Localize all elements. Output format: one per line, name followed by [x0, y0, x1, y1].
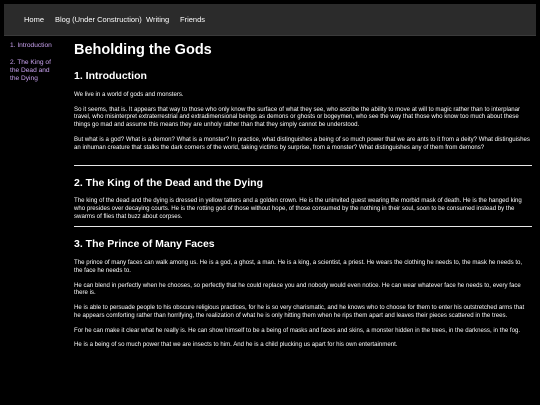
- nav-link-writing[interactable]: Writing: [146, 15, 170, 24]
- table-of-contents-sidebar: [10, 42, 60, 83]
- section-heading-prince-of-many-faces: 3. The Prince of Many Faces: [74, 238, 215, 251]
- paragraph: He is a being of so much power that we are insects to him. And he is a child plucking us apart for his own entertainment.: [74, 341, 398, 349]
- nav-link-friends[interactable]: Friends: [180, 15, 206, 24]
- section-heading-king-of-the-dead: 2. The King of the Dead and the Dying: [74, 177, 264, 190]
- section-heading-introduction: 1. Introduction: [74, 70, 147, 82]
- paragraph: But what is a god? What is a demon? What is a monster? In practice, what distinguishes a being of so much power that we are ants to it from a deity? What distinguishes an inhuman creature that stalks the dark corners of the world, taking victims by surprise, from a monster? What distinguishes any of them from demons?: [74, 135, 530, 151]
- paragraph: The king of the dead and the dying is dressed in yellow tatters and a golden crown. He is the uninvited guest wearing the morbid mask of death. He is the hanged king who presides over decaying courts. He is the rotting god of those without hope, of those consumed by the nothing in their soul, soon to be consumed instead by the swarms of flies that buzz about corpses.: [74, 197, 522, 220]
- paragraph: The prince of many faces can walk among us. He is a god, a ghost, a man. He is a king, a scientist, a priest. He wears the clothing he needs to, the mask he needs to, the face he needs to.: [74, 259, 523, 275]
- sidebar-item-introduction[interactable]: 1. Introduction: [10, 42, 52, 49]
- paragraph: We live in a world of gods and monsters.: [74, 91, 184, 98]
- top-navigation-bar: [4, 4, 536, 36]
- article-content: [74, 42, 532, 349]
- section-divider: [74, 226, 532, 227]
- page-title: Beholding the Gods: [74, 42, 212, 58]
- section-divider: [74, 165, 532, 166]
- nav-link-home[interactable]: Home: [24, 15, 45, 24]
- nav-link-blog[interactable]: Blog (Under Construction): [55, 15, 142, 24]
- paragraph: For he can make it clear what he really is. He can show himself to be a being of masks and faces and skins, a monster hidden in the trees, in the darkness, in the fog.: [74, 326, 521, 334]
- paragraph: He is able to persuade people to his obscure religious practices, for he is so very charismatic, and he knows who to choose for them to enter his outstretched arms that he appears comforting rather than horrifying, the realization of what he is only hitting them when he rips them apart and leaves their pieces scattered in the trees.: [74, 304, 525, 319]
- paragraph: He can blend in perfectly when he chooses, so perfectly that he could replace you and nobody would even notice. He can wear whatever face he needs to, every face there is.: [74, 281, 521, 297]
- paragraph: So it seems, that is. It appears that way to those who only know the surface of what they see, who ascribe the ability to move at will to magic rather than to interplanar travel, who misinterpret extraterrestrial and extradimensional beings as demons or ghosts or bogeymen, who see the way that those who know too much about these things go mad and assume this means they are unholy rather than that they simply cannot be understood.: [74, 105, 521, 129]
- sidebar-item-king-of-the-dead[interactable]: 2. The King of the Dead and the Dying: [10, 59, 51, 82]
